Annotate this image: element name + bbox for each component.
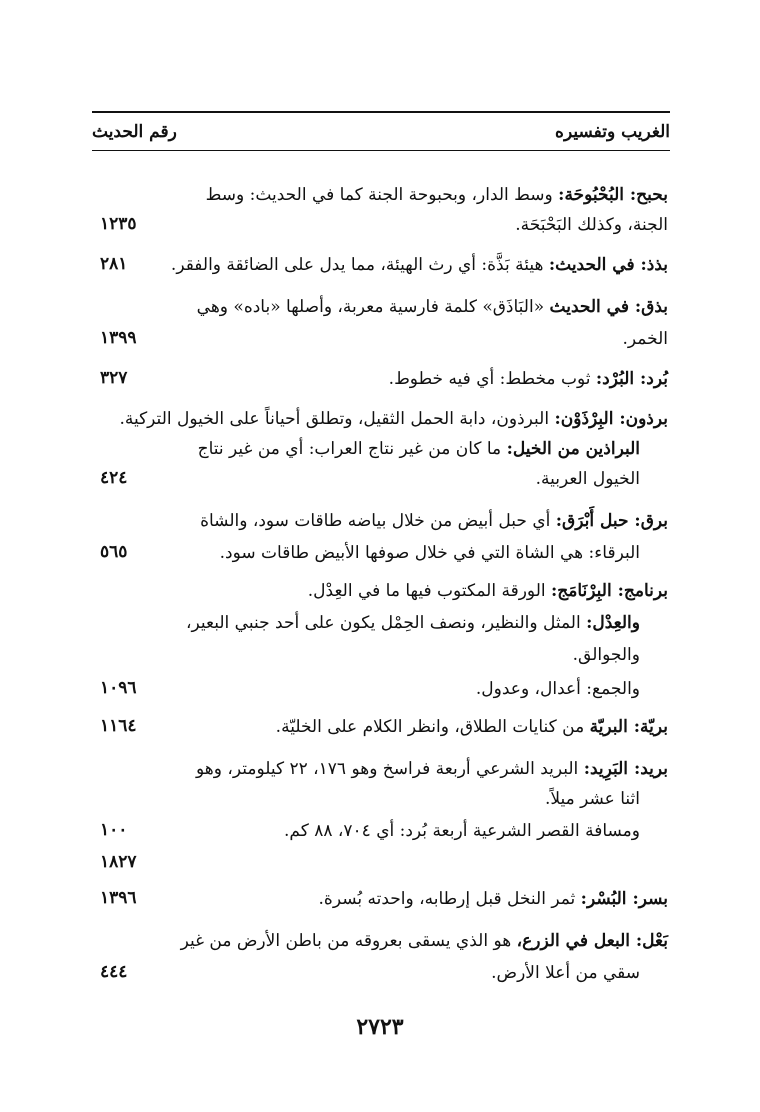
entry-headword: بحبح: البُحْبُوحَة: (558, 185, 668, 205)
entry-line (181, 930, 668, 952)
entry-line (515, 214, 668, 236)
entry-headword: بُرد: البُرْد: (595, 369, 668, 389)
entry-line (200, 510, 668, 532)
entry-line (186, 612, 640, 634)
entry-text: البرذون، دابة الحمل الثقيل، وتطلق أحياناً على الخيول التركية. (119, 409, 555, 429)
entry-headword: بريّة: البريّة (589, 717, 668, 737)
entry-line (623, 328, 669, 350)
entry-line (206, 184, 668, 206)
entry-line (573, 644, 640, 666)
entry-text: ثوب مخطط: أي فيه خطوط. (388, 369, 596, 389)
hadith-number: ١٠٠ (100, 820, 128, 840)
entry-headword: بَعْل: البعل في الزرع، (516, 931, 668, 951)
entry-text: المثل والنظير، ونصف الحِمْل يكون على أحد جنبي البعير، (186, 613, 587, 633)
header-title: الغريب وتفسيره (555, 122, 670, 142)
entry-text: ثمر النخل قبل إرطابه، واحدته بُسرة. (318, 889, 581, 909)
page-header (92, 118, 670, 148)
hadith-number: ٤٢٤ (100, 468, 128, 488)
entry-text: اثنا عشر ميلاً. (544, 789, 640, 809)
hadith-number: ١٣٩٩ (100, 328, 137, 348)
entry-headword: بسر: البُسْر: (580, 889, 668, 909)
hadith-number: ١١٦٤ (100, 716, 137, 736)
entry-line (197, 296, 668, 318)
header-column-label: رقم الحديث (92, 122, 177, 142)
entry-text: والجوالق. (572, 645, 640, 665)
entry-line (284, 820, 640, 842)
entry-text: من كنايات الطلاق، وانظر الكلام على الخليّة. (275, 717, 590, 737)
entry-text: والجمع: أعدال، وعدول. (475, 679, 640, 699)
entry-text: «البَاذَق» كلمة فارسية معربة، وأصلها «باده» وهي (196, 297, 550, 317)
entry-line (491, 962, 640, 984)
hadith-number: ١٨٢٧ (100, 852, 137, 872)
hadith-number: ٢٨١ (100, 254, 128, 274)
entry-text: هو الذي يسقى بعروقه من باطن الأرض من غير (180, 931, 517, 951)
hadith-number: ٥٦٥ (100, 542, 128, 562)
entry-headword: بذذ: في الحديث: (548, 255, 668, 275)
entry-headword: برذون: البِرْذَوْن: (554, 409, 668, 429)
page-number: ٢٧٢٣ (356, 1014, 404, 1040)
entry-headword: والعِدْل: (586, 613, 640, 633)
entry-line (276, 716, 668, 738)
entry-line (198, 438, 640, 460)
entry-text: وسط الدار، وبحبوحة الجنة كما في الحديث: وسط (205, 185, 559, 205)
hadith-number: ١٠٩٦ (100, 678, 137, 698)
entry-text: الجنة، وكذلك البَحْبَحَة. (515, 215, 668, 235)
entry-text: هيئة بَذَّة: أي رث الهيئة، مما يدل على الضائقة والفقر. (170, 255, 549, 275)
entry-text: سقي من أعلا الأرض. (491, 963, 640, 983)
entry-line (196, 758, 668, 780)
hadith-number: ٤٤٤ (100, 962, 128, 982)
entry-text: الخيول العربية. (535, 469, 640, 489)
entry-line (476, 678, 640, 700)
entry-headword: بريد: البَرِيد: (583, 759, 668, 779)
entry-line (536, 468, 640, 490)
entry-line (319, 888, 668, 910)
entry-line (171, 254, 668, 276)
entry-headword: بذق: في الحديث (549, 297, 668, 317)
entry-headword: البراذين من الخيل: (506, 439, 640, 459)
entry-text: الخمر. (622, 329, 668, 349)
entry-line (389, 368, 668, 390)
hadith-number: ١٣٩٦ (100, 888, 137, 908)
hadith-number: ٣٢٧ (100, 368, 128, 388)
entry-line (545, 788, 640, 810)
entry-text: ما كان من غير نتاج العراب: أي من غير نتاج (197, 439, 507, 459)
entry-line (119, 408, 668, 430)
header-bottom-rule (92, 150, 670, 151)
entry-text: البرقاء: هي الشاة التي في خلال صوفها الأبيض طاقات سود. (219, 543, 640, 563)
hadith-number: ١٢٣٥ (100, 214, 137, 234)
entry-headword: برنامج: البِرْنَامَج: (551, 581, 668, 601)
entry-text: أي حبل أبيض من خلال بياضه طاقات سود، والشاة (200, 511, 556, 531)
header-top-rule (92, 111, 670, 113)
entry-text: ومسافة القصر الشرعية أربعة بُرد: أي ٧٠٤، ٨٨ كم. (284, 821, 640, 841)
entry-text: البريد الشرعي أربعة فراسخ وهو ١٧٦، ٢٢ كيلومتر، وهو (195, 759, 584, 779)
entry-line (220, 542, 640, 564)
entry-headword: برق: حبل أَبْرَق: (555, 511, 668, 531)
entry-line (308, 580, 668, 602)
entry-text: الورقة المكتوب فيها ما في العِدْل. (307, 581, 552, 601)
